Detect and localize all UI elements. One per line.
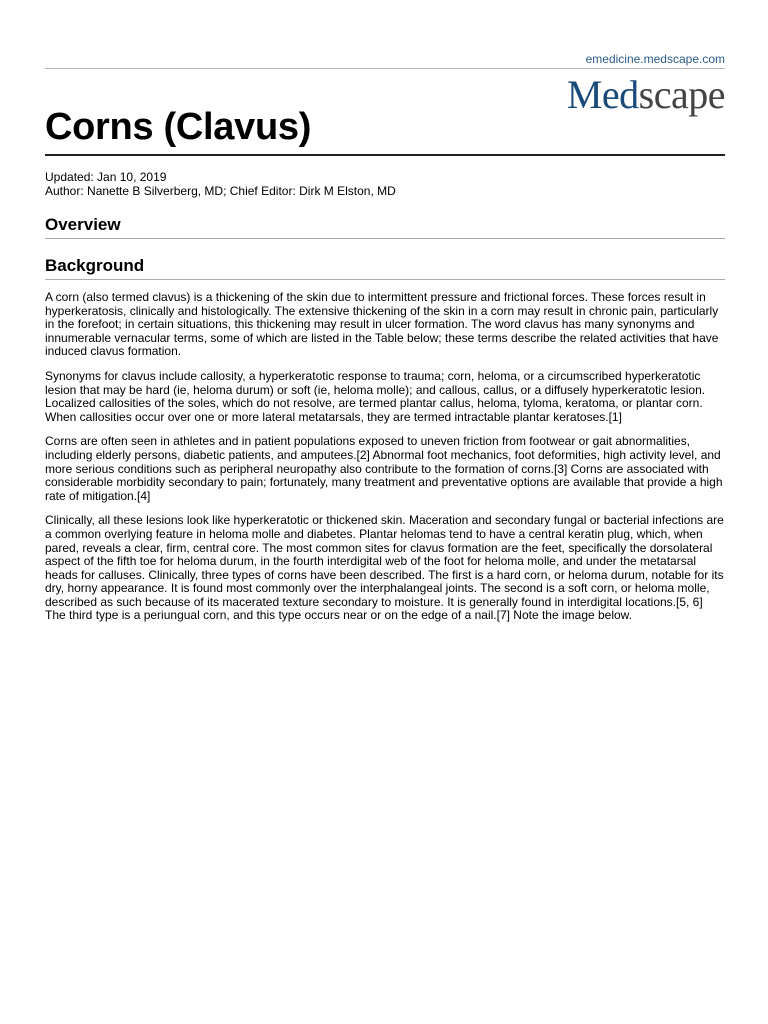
section-heading-background: Background [45, 255, 725, 280]
paragraph: Clinically, all these lesions look like hyperkeratotic or thickened skin. Maceration and secondary fungal or bacterial infections are a common overlying feature in heloma molle and diabetes. Plantar helomas tend to have a central keratin plug, which, when pared, reveals a clear, firm, central core. The most common sites for clavus formation are the feet, specifically the dorsolateral aspect of the fifth toe for heloma durum, in the fourth interdigital web of the foot for heloma molle, and under the metatarsal heads for calluses. Clinically, three types of corns have been described. The first is a hard corn, or heloma durum, notable for its dry, horny appearance. It is found most commonly over the interphalangeal joints. The second is a soft corn, or heloma molle, described as such because of its macerated texture secondary to moisture. It is generally found in interdigital locations.[5, 6] The third type is a periungual corn, and this type occurs near or on the edge of a nail.[7] Note the image below. [45, 513, 724, 623]
section-heading-overview: Overview [45, 214, 725, 239]
page-title: Corns (Clavus) [45, 106, 312, 148]
medscape-logo [567, 72, 725, 118]
header-divider [45, 68, 725, 69]
paragraph: Synonyms for clavus include callosity, a hyperkeratotic response to trauma; corn, heloma, or a circumscribed hyperkeratotic lesion that may be hard (ie, heloma durum) or soft (ie, heloma molle); and callous, callus, or a diffusely hyperkeratotic lesion. Localized callosities of the soles, which do not resolve, are termed plantar callus, heloma, tyloma, keratoma, or plantar corn. When callosities occur over one or more lateral metatarsals, they are termed intractable plantar keratoses.[1] [45, 368, 706, 424]
logo-text-scape: scape [638, 72, 725, 117]
logo-text-med: Med [566, 72, 639, 117]
author-line: Author: Nanette B Silverberg, MD; Chief Editor: Dirk M Elston, MD [45, 184, 396, 198]
site-link[interactable]: emedicine.medscape.com [585, 52, 725, 66]
article-body [45, 291, 725, 634]
article-meta [45, 170, 396, 198]
title-divider [45, 154, 725, 156]
updated-date: Updated: Jan 10, 2019 [45, 170, 167, 184]
paragraph: A corn (also termed clavus) is a thickening of the skin due to intermittent pressure and frictional forces. These forces result in hyperkeratosis, clinically and histologically. The extensive thickening of the skin in a corn may result in chronic pain, particularly in the forefoot; in certain situations, this thickening may result in ulcer formation. The word clavus has many synonyms and innumerable vernacular terms, some of which are listed in the Table below; these terms describe the related activities that have induced clavus formation. [45, 290, 719, 359]
paragraph: Corns are often seen in athletes and in patient populations exposed to uneven friction from footwear or gait abnormalities, including elderly persons, diabetic patients, and amputees.[2] Abnormal foot mechanics, foot deformities, high activity level, and more serious conditions such as peripheral neuropathy also contribute to the formation of corns.[3] Corns are associated with considerable morbidity secondary to pain; fortunately, many treatment and preventative options are available that provide a high rate of mitigation.[4] [45, 434, 723, 503]
